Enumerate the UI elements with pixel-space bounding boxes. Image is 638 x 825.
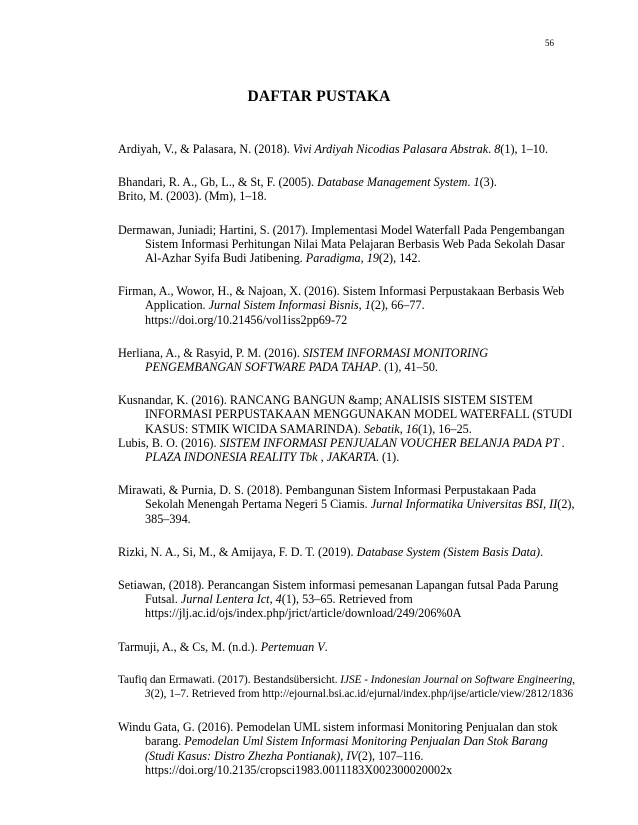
reference-text: Brito, M. (2003). (Mm), 1–18. [118,189,267,204]
reference-text: Taufiq dan Ermawati. (2017). Bestandsübersicht. [118,673,341,686]
reference-italic-text: Jurnal Lentera Ict [180,592,270,607]
reference-italic-text: 16 [405,421,418,436]
reference-text: (2), 1–7. Retrieved from http://ejournal.bsi.ac.id/ejurnal/index.php/ijse/article/view/2812/1836 [150,688,574,701]
reference-list [118,142,578,777]
reference-spacer [118,156,578,175]
reference-entry [118,346,578,374]
reference-italic-text: Jurnal Sistem Informasi Bisnis [208,298,359,313]
reference-text: Ardiyah, V., & Palasara, N. (2018). [118,142,293,156]
reference-spacer [118,374,578,393]
reference-entry [118,142,578,156]
reference-entry [118,545,578,559]
reference-text: , [269,592,276,607]
reference-italic-text: Pemodelan Uml Sistem Informasi Monitoring Penjualan Dan Stok Barang (Studi Kasus: Distro Zhezha Pontianak) [145,734,548,763]
reference-entry [118,175,578,189]
reference-spacer [118,621,578,640]
reference-entry [118,578,578,621]
reference-entry [118,393,578,436]
reference-text: , [572,673,576,686]
reference-italic-text: Pertemuan V [260,639,325,654]
reference-text: , [358,298,365,313]
reference-text: , [399,421,406,436]
reference-spacer [118,654,578,673]
reference-text: . [540,544,544,559]
reference-entry [118,720,578,777]
reference-text: Dermawan, Juniadi; Hartini, S. (2017). Implementasi Model Waterfall Pada Pengembangan Sistem Informasi Perhitungan Nilai Mata Pelajaran Berbasis Web Pada Sekolah Dasar Al-Azhar Syifa Budi Jatibening. [118,222,565,266]
reference-spacer [118,526,578,545]
reference-text: (1), 1–10. [500,142,549,156]
reference-text: , [543,497,550,512]
reference-italic-text: Database System (Sistem Basis Data) [356,544,541,559]
reference-text: Setiawan, (2018). Perancangan Sistem informasi pemesanan Lapangan futsal Pada Parung Futsal. [118,578,559,607]
reference-entry [118,284,578,327]
reference-italic-text: Sebatik [363,421,400,436]
reference-italic-text: 1 [364,298,371,313]
reference-text: Rizki, N. A., Si, M., & Amijaya, F. D. T. (2019). [118,544,357,559]
reference-spacer [118,204,578,223]
reference-text: Bhandari, R. A., Gb, L., & St, F. (2005). [118,175,318,190]
reference-italic-text: Paradigma [305,251,361,266]
reference-text: (3). [479,175,497,190]
reference-italic-text: SISTEM INFORMASI PENJUALAN VOUCHER BELANJA PADA PT . PLAZA INDONESIA REALITY Tbk , JAKARTA [145,435,565,465]
reference-entry [118,483,578,526]
page-number: 56 [545,38,554,48]
reference-text: Windu Gata, G. (2016). Pemodelan UML sistem informasi Monitoring Penjualan dan stok barang. [118,720,558,749]
reference-text: , [340,748,347,763]
reference-spacer [118,701,578,720]
reference-spacer [118,464,578,483]
reference-text: . (1), 41–50. [378,360,438,375]
reference-italic-text: Vivi Ardiyah Nicodias Palasara Abstrak [292,142,489,156]
reference-text: Firman, A., Wowor, H., & Najoan, X. (2016). Sistem Informasi Perpustakaan Berbasis Web Application. [118,284,565,313]
reference-text: Kusnandar, K. (2016). RANCANG BANGUN &amp; ANALISIS SISTEM SISTEM INFORMASI PERPUSTAKAAN MENGGUNAKAN MODEL WATERFALL (STUDI KASUS: STMIK WICIDA SAMARINDA). [118,393,573,436]
reference-italic-text: 3 [145,688,151,701]
reference-italic-text: Jurnal Informatika Universitas BSI [370,497,544,512]
reference-italic-text: 19 [366,251,379,266]
reference-spacer [118,327,578,346]
reference-text: (2), 385–394. [145,497,575,526]
reference-italic-text: IV [346,748,358,763]
reference-italic-text: 8 [494,142,501,156]
reference-spacer [118,559,578,578]
reference-text: Mirawati, & Purnia, D. S. (2018). Pembangunan Sistem Informasi Perpustakaan Pada Sekolah Menengah Pertama Negeri 5 Ciamis. [118,483,537,512]
reference-text: , [360,251,367,266]
reference-entry [118,673,578,701]
reference-text: . [467,175,474,190]
reference-text: (1), 16–25. [417,421,472,436]
reference-text: . [488,142,495,156]
reference-text: (1), 53–65. Retrieved from https://jlj.ac.id/ojs/index.php/jrict/article/download/249/206%0A [145,592,462,621]
reference-italic-text: 4 [275,592,282,607]
reference-entry [118,223,578,266]
reference-text: Herliana, A., & Rasyid, P. M. (2016). [118,345,303,360]
page-title: DAFTAR PUSTAKA [247,88,391,105]
reference-entry [118,189,578,203]
reference-text: (2), 66–77. https://doi.org/10.21456/vol1iss2pp69-72 [145,298,425,327]
reference-italic-text: SISTEM INFORMASI MONITORING PENGEMBANGAN SOFTWARE PADA TAHAP [145,345,489,375]
reference-text: (2), 107–116. https://doi.org/10.2135/cropsci1983.0011183X002300020002x [145,748,453,777]
reference-italic-text: II [549,497,558,512]
reference-italic-text: IJSE - Indonesian Journal on Software Engineering [340,673,573,686]
reference-entry [118,436,578,464]
reference-italic-text: 1 [473,175,480,190]
reference-text: . (1). [375,450,400,465]
reference-text: (2), 142. [378,251,421,266]
reference-text: Lubis, B. O. (2016). [118,435,220,450]
reference-entry [118,640,578,654]
reference-text: . [324,639,328,654]
reference-text: Tarmuji, A., & Cs, M. (n.d.). [118,639,261,654]
reference-spacer [118,265,578,284]
reference-italic-text: Database Management System [317,175,468,190]
